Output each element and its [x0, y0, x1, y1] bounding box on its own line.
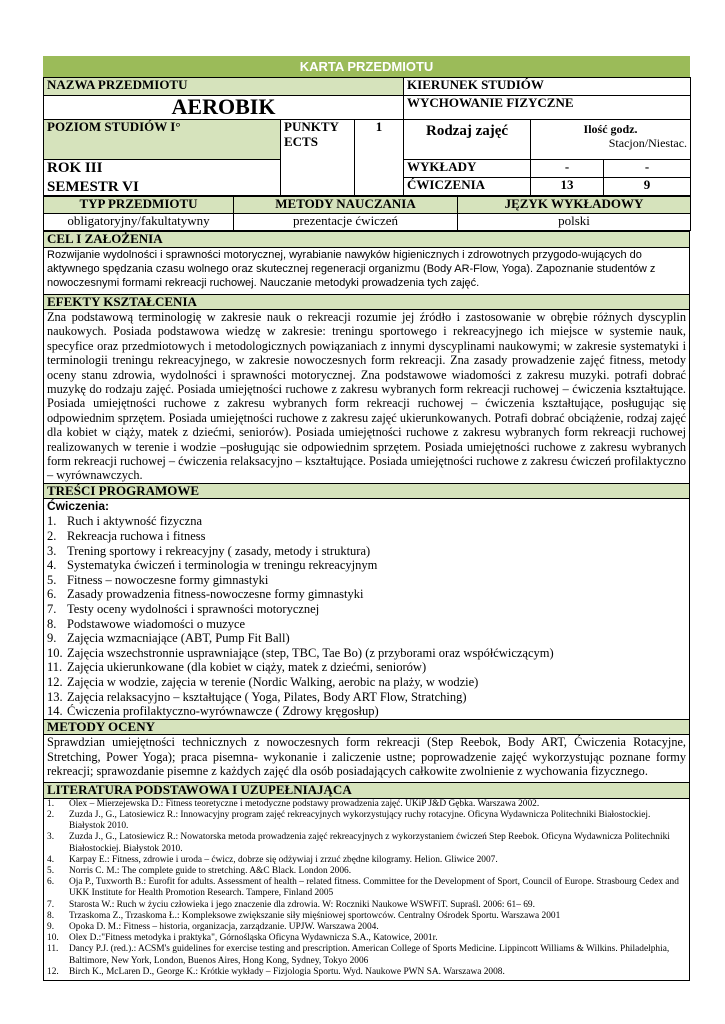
program-item-text: Rekreacja ruchowa i fitness: [67, 528, 206, 543]
course-name-value: AEROBIK: [44, 96, 404, 120]
program-item-text: Zajęcia relaksacyjno – kształtujące ( Yoga, Pilates, Body ART Flow, Stratching): [67, 689, 467, 704]
literature-item: [47, 810, 686, 832]
literature-item: [47, 911, 686, 922]
program-item-number: 10.: [47, 645, 63, 660]
program-item-text: Ruch i aktywność fizyczna: [67, 514, 203, 529]
literature-item-number: 3.: [47, 832, 55, 843]
hours-sublabel: Stacjon/Niestac.: [608, 136, 688, 150]
course-sections-table: [43, 231, 690, 981]
literature-item-text: Zuzda J., G., Latosiewicz R.: Nowatorska metoda prowadzenia zajęć rekreacyjnych z wykorzystaniem ćwiczeń Step Reebok. Oficyna Wydawnicza Politechniki Białostockiej. Białystok 2010.: [69, 832, 670, 854]
lectures-stationary: -: [531, 160, 604, 178]
course-card: [43, 56, 690, 981]
program-item: [47, 704, 686, 719]
program-item: [47, 660, 686, 675]
program-item-text: Zajęcia wszechstronnie usprawniające (step, TBC, Tae Bo) (z przyborami oraz współćwiczącym): [67, 645, 554, 660]
study-level-label: POZIOM STUDIÓW I°: [44, 120, 281, 160]
program-item: [47, 690, 686, 705]
program-item-text: Zasady prowadzenia fitness-nowoczesne formy gimnastyki: [67, 587, 364, 602]
literature-item-text: Olex – Mierzejewska D.: Fitness teoretyczne i metodyczne podstawy prowadzenia zajęć. UKiP J&D Gębka. Warszawa 2002.: [69, 798, 540, 809]
exercises-label: ĆWICZENIA: [404, 178, 531, 196]
course-name-label: NAZWA PRZEDMIOTU: [44, 78, 404, 96]
literature-item-number: 12.: [47, 966, 59, 977]
course-info-table: [43, 77, 691, 196]
program-item: [47, 646, 686, 661]
outcomes-heading: EFEKTY KSZTAŁCENIA: [44, 294, 690, 310]
program-item-number: 4.: [47, 558, 57, 573]
semester-value: SEMESTR VI: [47, 179, 139, 195]
program-body: [44, 499, 690, 719]
literature-item-number: 9.: [47, 921, 55, 932]
program-item-text: Podstawowe wiadomości o muzyce: [67, 616, 246, 631]
literature-item-number: 10.: [47, 933, 59, 944]
program-item: [47, 529, 686, 544]
literature-heading: LITERATURA PODSTAWOWA I UZUPEŁNIAJĄCA: [44, 783, 690, 799]
literature-item: [47, 922, 686, 933]
assessment-text: Sprawdzian umiejętności technicznych z nowoczesnych form rekreacji (Step Reebok, Body ART, Ćwiczenia Rotacyjne, Stretching, Power Yoga); praca pisemna- wykonanie i zaliczenie ustne; poprowadzenie zajęć wykorzystując poznane formy rekreacji; sprawozdanie pisemne z każdych zajęć dla osób posiadających całkowite zwolnienie z wychowania fizycznego.: [44, 735, 690, 783]
year-value: ROK III: [47, 160, 103, 176]
ects-label-line2: ECTS: [284, 133, 318, 149]
literature-item: [47, 832, 686, 854]
program-item-number: 13.: [47, 689, 63, 704]
literature-item: [47, 799, 686, 810]
literature-item-number: 7.: [47, 899, 55, 910]
card-title: KARTA PRZEDMIOTU: [43, 56, 690, 77]
program-item-number: 12.: [47, 674, 63, 689]
literature-item-text: Dancy P.J. (red.).: ACSM's guidelines for exercise testing and prescription. American College of Sports Medicine. Lippincott Williams & Wilkins. Philadelphia, Baltimore, New York, London, Buenos Aires, Hong Kong, Sydney, Tokyo 2006: [69, 944, 670, 966]
year-semester: [44, 160, 281, 196]
program-item-number: 14.: [47, 704, 63, 719]
program-item-number: 5.: [47, 572, 57, 587]
literature-list: [47, 799, 686, 978]
class-type-label: Rodzaj zajęć: [404, 120, 531, 160]
program-sublabel: Ćwiczenia:: [47, 499, 110, 514]
goals-text: Rozwijanie wydolności i sprawności motorycznej, wyrabianie nawyków higienicznych i zdrowotnych przygodo-wujących do aktywnego spędzania czasu wolnego oraz skutecznej regeneracji organizmu (Body AR-Flow, Yoga). Zapoznanie studentów z nowoczesnymi formami rekreacji ruchowej. Nauczanie metodyki prowadzenia tych zajęć.: [44, 247, 690, 294]
literature-item-text: Starosta W.: Ruch w życiu człowieka i jego znaczenie dla zdrowia. W: Roczniki Naukowe WSWFiT. Supraśl. 2006: 61– 69.: [69, 899, 535, 910]
program-item: [47, 617, 686, 632]
lectures-label: WYKŁADY: [404, 160, 531, 178]
language-label: JĘZYK WYKŁADOWY: [458, 197, 691, 214]
outcomes-text: Zna podstawową terminologię w zakresie nauk o rekreacji rozumie jej źródło i zastosowanie w obrębie różnych dyscyplin naukowych. Posiada podstawowa wiedzę w zakresie: treningu sportowego i rekreacyjnego ich miejsce w systemie nauk, specyfice oraz przedmiotowych i metodologicznych powiązaniach z innymi dyscyplinami naukowymi; w zakresie systematyki i terminologii treningu rekreacyjnego, w zakresie nowoczesnych form rekreacji. Zna zasady prowadzenie zajęć fitness, metody oceny stanu zdrowia, wydolności i sprawności motorycznej. Zna podstawowe wiadomości z zakresu muzyki. potrafi dobrać muzykę do rodzaju zajęć. Posiada umiejętności ruchowe z zakresu wybranych form rekreacji ruchowej – ćwiczenia kształtujące. Posiada umiejętności ruchowe z zakresu wybranych form rekreacji ruchowej – ćwiczenia kształtujące, posługując się odpowiednim sprzętem. Posiada umiejętności ruchowe z zakresu zajęć ukierunkowanych. Potrafi dobrać obciążenie, rodzaj zajęć dla kobiet w ciąży, matek z dziećmi, seniorów). Posiada umiejętności ruchowe z zakresu wybranych form rekreacji ruchowej realizowanych w terenie i wodzie –posługując sie odpowiednim sprzętem. Posiada umiejętności ruchowe z zakresu wybranych form rekreacji ruchowej – ćwiczenia relaksacyjno – kształtujące. Posiada umiejętności ruchowe z zakresu ćwiczeń profilaktyczno – wyrównawczych.: [44, 310, 690, 484]
program-item-text: Zajęcia w wodzie, zajęcia w terenie (Nordic Walking, aerobic na plaży, w wodzie): [67, 674, 479, 689]
literature-item-number: 11.: [47, 944, 59, 955]
literature-item-number: 6.: [47, 877, 55, 888]
lectures-nonstationary: -: [604, 160, 691, 178]
program-item: [47, 514, 686, 529]
ects-label: [281, 120, 355, 196]
assessment-heading: METODY OCENY: [44, 719, 690, 735]
literature-item: [47, 866, 686, 877]
literature-item-text: Olex D.:"Fitness metodyka i praktyka", Górnośląska Oficyna Wydawnicza S.A., Katowice, 2001r.: [69, 933, 438, 944]
program-item: [47, 602, 686, 617]
literature-item-number: 1.: [47, 798, 55, 809]
methods-label: METODY NAUCZANIA: [234, 197, 458, 214]
literature-item-text: Norris C. M.: The complete guide to stretching. A&C Black. London 2006.: [69, 865, 352, 876]
type-value: obligatoryjny/fakultatywny: [44, 214, 234, 231]
literature-item-number: 5.: [47, 865, 55, 876]
program-item: [47, 544, 686, 559]
hours-label: Ilość godz.: [583, 122, 638, 136]
exercises-nonstationary: 9: [604, 178, 691, 196]
program-item-number: 11.: [47, 660, 63, 675]
hours-header: [531, 120, 691, 160]
field-of-study-label: KIERUNEK STUDIÓW: [404, 78, 691, 96]
literature-item-text: Oja P., Tuxworth B.: Eurofit for adults. Assessment of health – related fitness. Committee for the Development of Sport, Council of Europe. Strasbourg Cedex and UKK Institute for Health Promotion Research. Tampere, Finland 2005: [69, 877, 679, 899]
program-item-text: Zajęcia wzmacniające (ABT, Pump Fit Ball): [67, 631, 290, 646]
literature-item: [47, 933, 686, 944]
literature-body: [44, 798, 690, 980]
literature-item: [47, 967, 686, 978]
program-item-text: Systematyka ćwiczeń i terminologia w treningu rekreacyjnym: [67, 558, 378, 573]
literature-item: [47, 855, 686, 866]
literature-item: [47, 900, 686, 911]
program-item-number: 8.: [47, 616, 57, 631]
literature-item: [47, 877, 686, 899]
literature-item-text: Trzaskoma Z., Trzaskoma Ł.: Kompleksowe zwiększanie siły mięśniowej sportowców. Centralny Ośrodek Sportu. Warszawa 2001: [69, 910, 561, 921]
field-of-study-value: WYCHOWANIE FIZYCZNE: [404, 96, 691, 120]
literature-item-text: Zuzda J., G., Latosiewicz R.: Innowacyjny program zajęć rekreacyjnych wykorzystujący ruchy rotacyjne. Oficyna Wydawnicza Politechniki Białostockiej. Białystok 2010.: [69, 809, 651, 832]
course-meta-table: [43, 196, 691, 231]
program-item-text: Ćwiczenia profilaktyczno-wyrównawcze ( Zdrowy kręgosłup): [67, 704, 379, 719]
program-list: [47, 514, 686, 718]
language-value: polski: [458, 214, 691, 231]
program-item-text: Zajęcia ukierunkowane (dla kobiet w ciąży, matek z dziećmi, seniorów): [67, 660, 427, 675]
literature-item-number: 8.: [47, 910, 55, 921]
program-item-number: 3.: [47, 543, 57, 558]
goals-heading: CEL I ZAŁOŻENIA: [44, 232, 690, 248]
type-label: TYP PRZEDMIOTU: [44, 197, 234, 214]
literature-item-number: 2.: [47, 809, 55, 820]
program-item-number: 2.: [47, 528, 57, 543]
program-item: [47, 573, 686, 588]
program-item-number: 6.: [47, 587, 57, 602]
ects-value: 1: [355, 120, 404, 196]
program-heading: TREŚCI PROGRAMOWE: [44, 483, 690, 499]
program-item-number: 1.: [47, 514, 57, 529]
literature-item-text: Opoka D. M.: Fitness – historia, organizacja, zarządzanie. UPJW. Warszawa 2004.: [69, 921, 379, 932]
program-item-number: 9.: [47, 631, 57, 646]
literature-item-text: Karpay E.: Fitness, zdrowie i uroda – ćwicz, dobrze się odżywiaj i zrzuć zbędne kilogramy. Helion. Gliwice 2007.: [69, 854, 498, 865]
literature-item: [47, 944, 686, 966]
literature-item-number: 4.: [47, 854, 55, 865]
exercises-stationary: 13: [531, 178, 604, 196]
program-item: [47, 558, 686, 573]
program-item: [47, 675, 686, 690]
literature-item-text: Birch K., McLaren D., George K.: Krótkie wykłady – Fizjologia Sportu. Wyd. Naukowe PWN SA. Warszawa 2008.: [69, 966, 505, 977]
program-item-number: 7.: [47, 601, 57, 616]
program-item-text: Testy oceny wydolności i sprawności motorycznej: [67, 601, 320, 616]
program-item-text: Fitness – nowoczesne formy gimnastyki: [67, 572, 269, 587]
methods-value: prezentacje ćwiczeń: [234, 214, 458, 231]
program-item-text: Trening sportowy i rekreacyjny ( zasady, metody i struktura): [67, 543, 371, 558]
program-item: [47, 631, 686, 646]
program-item: [47, 587, 686, 602]
ects-label-line1: PUNKTY: [284, 119, 339, 134]
